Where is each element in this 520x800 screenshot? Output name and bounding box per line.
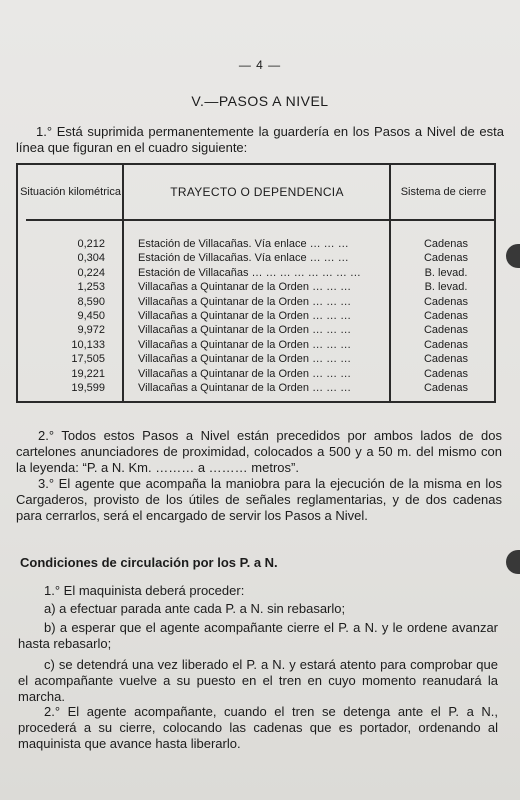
paragraph-2: 2.° Todos estos Pasos a Nivel están precedidos por ambos lados de dos cartelones anunciadores de proximidad, colocados a 500 y a 50 m. del mismo con la leyenda: “P. a N. Km. ……… a ……… metros”. [16, 428, 502, 475]
sistema-cell: Cadenas [423, 381, 469, 394]
paragraph-1: 1.° Está suprimida permanentemente la guardería en los Pasos a Nivel de esta línea que figuran en el cuadro siguiente: [16, 124, 504, 155]
sistema-cell: Cadenas [423, 353, 469, 366]
sistema-cell: B. levad. [424, 266, 468, 279]
header-sistema: Sistema de cierre [400, 185, 487, 198]
header-rule [26, 219, 122, 221]
km-cell: 0,304 [77, 252, 105, 265]
table-row [18, 338, 494, 352]
table-row [18, 367, 494, 381]
sistema-cell: Cadenas [423, 324, 469, 337]
table-row [18, 295, 494, 309]
km-cell: 19,221 [71, 367, 105, 380]
trayecto-cell: Estación de Villacañas. Vía enlace … … … [138, 238, 349, 250]
level-crossings-table [16, 163, 496, 403]
condition-1: 1.° El maquinista deberá proceder: [44, 583, 245, 598]
binder-hole [506, 244, 520, 268]
page-number: — 4 — [238, 58, 282, 72]
km-cell: 10,133 [71, 338, 105, 351]
trayecto-cell: Villacañas a Quintanar de la Orden … … … [138, 367, 352, 380]
trayecto-cell: Villacañas a Quintanar de la Orden … … … [138, 324, 352, 337]
trayecto-cell: Villacañas a Quintanar de la Orden … … … [138, 381, 352, 394]
table-row [18, 251, 494, 265]
table-row [18, 266, 494, 280]
km-cell: 8,590 [77, 295, 105, 308]
paragraph-3: 3.° El agente que acompaña la maniobra para la ejecución de la misma en los Cargaderos, provisto de los útiles de señales reglamentarias, y de dos cadenas para cerrarlos, será el encargado de servir los Pasos a Nivel. [16, 476, 502, 523]
condition-2: 2.° El agente acompañante, cuando el tren se detenga ante el P. a N., procederá a su cierre, colocando las cadenas que es portador, ordenando al maquinista que avance hasta liberarlo. [18, 704, 498, 751]
trayecto-cell: Villacañas a Quintanar de la Orden … … … [138, 338, 352, 351]
sistema-cell: Cadenas [423, 238, 469, 250]
sistema-cell: B. levad. [424, 281, 468, 294]
trayecto-cell: Estación de Villacañas. Vía enlace … … … [138, 252, 349, 265]
header-trayecto: TRAYECTO O DEPENDENCIA [170, 184, 344, 199]
table-row [18, 352, 494, 366]
trayecto-cell: Villacañas a Quintanar de la Orden … … … [138, 281, 352, 294]
sistema-cell: Cadenas [423, 309, 469, 322]
trayecto-cell: Villacañas a Quintanar de la Orden … … … [138, 353, 352, 366]
table-row [18, 309, 494, 323]
km-cell: 9,972 [77, 324, 105, 337]
trayecto-cell: Estación de Villacañas … … … … … … … … [138, 266, 361, 279]
header-situacion: Situación kilométrica [20, 185, 121, 198]
table-row [18, 381, 494, 395]
sistema-cell: Cadenas [423, 338, 469, 351]
km-cell: 1,253 [77, 281, 105, 294]
table-row [18, 237, 494, 251]
sistema-cell: Cadenas [423, 295, 469, 308]
km-cell: 0,224 [77, 266, 105, 279]
condition-a: a) a efectuar parada ante cada P. a N. sin rebasarlo; [44, 601, 346, 616]
header-rule [124, 219, 389, 221]
trayecto-cell: Villacañas a Quintanar de la Orden … … … [138, 295, 352, 308]
condition-b: b) a esperar que el agente acompañante cierre el P. a N. y le ordene avanzar hasta rebasarlo; [18, 620, 498, 651]
table-row [18, 280, 494, 294]
subsection-title: Condiciones de circulación por los P. a N. [20, 555, 278, 570]
section-title: V.—PASOS A NIVEL [191, 93, 329, 109]
table-body [18, 237, 494, 395]
km-cell: 17,505 [71, 353, 105, 366]
km-cell: 0,212 [77, 238, 105, 250]
sistema-cell: Cadenas [423, 367, 469, 380]
km-cell: 19,599 [71, 381, 105, 394]
km-cell: 9,450 [77, 309, 105, 322]
condition-c: c) se detendrá una vez liberado el P. a N. y estará atento para comprobar que el acompañante vuelve a su puesto en el tren en cuyo momento reanudará la marcha. [18, 657, 498, 704]
sistema-cell: Cadenas [423, 252, 469, 265]
table-row [18, 323, 494, 337]
binder-hole [506, 550, 520, 574]
trayecto-cell: Villacañas a Quintanar de la Orden … … … [138, 309, 352, 322]
header-rule [391, 219, 494, 221]
